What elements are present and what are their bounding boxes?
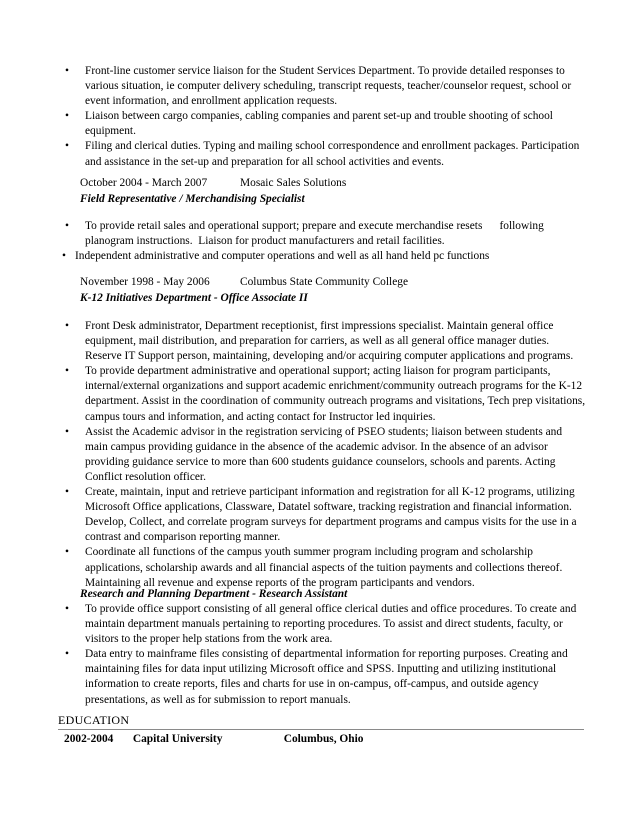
education-school: Capital University	[132, 733, 223, 745]
bullet-icon: •	[65, 486, 69, 499]
list-item	[0, 109, 638, 139]
bullet-icon: •	[65, 140, 69, 153]
bullet-text: Liaison between cargo companies, cabling companies and parent set-up and trouble shooting of school equipment.	[85, 110, 553, 138]
job-dates: November 1998 - May 2006	[80, 276, 210, 288]
education-heading: EDUCATION	[58, 713, 130, 727]
job-header-mosaic	[80, 176, 346, 191]
list-item	[0, 249, 638, 264]
bullet-text: To provide department administrative and operational support; acting liaison for program participants, internal/external organizations and support academic enrichment/community outreach programs for the K-12 department. Assist in the coordination of community outreach programs and visitations, Tech prep visitations, campus tours and information, and acting contact for Instructor led inquiries.	[85, 365, 586, 423]
bullet-icon: •	[65, 603, 69, 615]
list-item	[0, 647, 638, 707]
bullet-icon: •	[62, 250, 66, 263]
student-services-bullets	[0, 64, 638, 170]
list-item	[0, 139, 638, 169]
bullet-text: Create, maintain, input and retrieve participant information and registration for all K-12 programs, utilizing Microsoft Office applications, Classware, Datatel software, tracking registration and financial information. Develop, Collect, and correlate program surveys for department programs and campus visits for the use in a contrast and comparison reporting manner.	[85, 486, 577, 544]
list-item	[0, 319, 638, 364]
bullet-text: Assist the Academic advisor in the registration servicing of PSEO students; liaison between students and main campus providing guidance in the absence of the academic advisor. In the absence of an advisor providing guidance service to more than 600 students guidance counselors, schools and parents. Acting Conflict resolution officer.	[85, 425, 563, 483]
cscc-bullets	[0, 319, 638, 591]
bullet-icon: •	[65, 65, 69, 77]
bullet-text: Front Desk administrator, Department receptionist, first impressions specialist. Maintain general office equipment, mail distribution, and preparation for carriers, as well as all general office manager duties. Reserve IT Support person, maintaining, developing and/or acquiring computer applications and programs.	[85, 320, 574, 363]
list-item	[0, 364, 638, 424]
bullet-text: To provide retail sales and operational support; prepare and execute merchandise resets following planogram instructions. Liaison for product manufacturers and retail facilities.	[85, 220, 547, 248]
bullet-icon: •	[65, 220, 69, 232]
section-divider	[58, 729, 584, 730]
bullet-icon: •	[65, 546, 69, 559]
bullet-text: To provide office support consisting of all general office clerical duties and office procedures. To create and maintain department manuals pertaining to reporting procedures. To assist and direct students, faculty, or visitors to the proper help stations from the work area.	[85, 603, 577, 646]
job-header-cscc	[80, 275, 408, 290]
list-item	[0, 602, 638, 647]
bullet-icon: •	[65, 110, 69, 123]
education-row	[64, 732, 363, 747]
list-item	[0, 485, 638, 545]
education-years: 2002-2004	[64, 733, 114, 745]
list-item	[0, 64, 638, 109]
bullet-icon: •	[65, 365, 69, 378]
job-title: K-12 Initiatives Department - Office Associate II	[80, 292, 308, 304]
job-dates: October 2004 - March 2007	[80, 177, 208, 189]
job-company: Columbus State Community College	[240, 276, 409, 288]
bullet-text: Data entry to mainframe files consisting of departmental information for reporting purposes. Creating and maintaining files for data input utilizing Microsoft office and SPSS. Inputting and utilizing institutional information to create reports, files and charts for use in on-campus, off-campus, and outside agency presentations, as well as for submission to report manuals.	[85, 648, 568, 706]
bullet-text: Coordinate all functions of the campus youth summer program including program and scholarship applications, scholarship awards and all financial aspects of the tuition payments and collections thereof. Maintaining all revenue and expense reports of the program participants and vendors.	[85, 546, 563, 589]
job-title: Field Representative / Merchandising Specialist	[80, 193, 305, 205]
bullet-text: Independent administrative and computer operations and well as all hand held pc functions	[75, 250, 490, 263]
list-item	[0, 425, 638, 485]
bullet-icon: •	[65, 320, 69, 332]
bullet-icon: •	[65, 425, 69, 438]
job-company: Mosaic Sales Solutions	[240, 177, 347, 189]
list-item	[0, 545, 638, 590]
research-bullets	[0, 602, 638, 708]
mosaic-bullets	[0, 219, 638, 264]
bullet-text: Filing and clerical duties. Typing and mailing school correspondence and enrollment packages. Participation and assistance in the set-up and preparation for all school activities and events.	[85, 140, 580, 168]
bullet-text: Front-line customer service liaison for the Student Services Department. To provide detailed responses to various situation, ie computer delivery scheduling, transcript requests, teacher/counselor request, school or event information, and enrollment application requests.	[85, 65, 572, 108]
job-title-research: Research and Planning Department - Research Assistant	[80, 588, 348, 600]
bullet-icon: •	[65, 648, 69, 661]
list-item	[0, 219, 638, 249]
education-location: Columbus, Ohio	[283, 733, 364, 745]
